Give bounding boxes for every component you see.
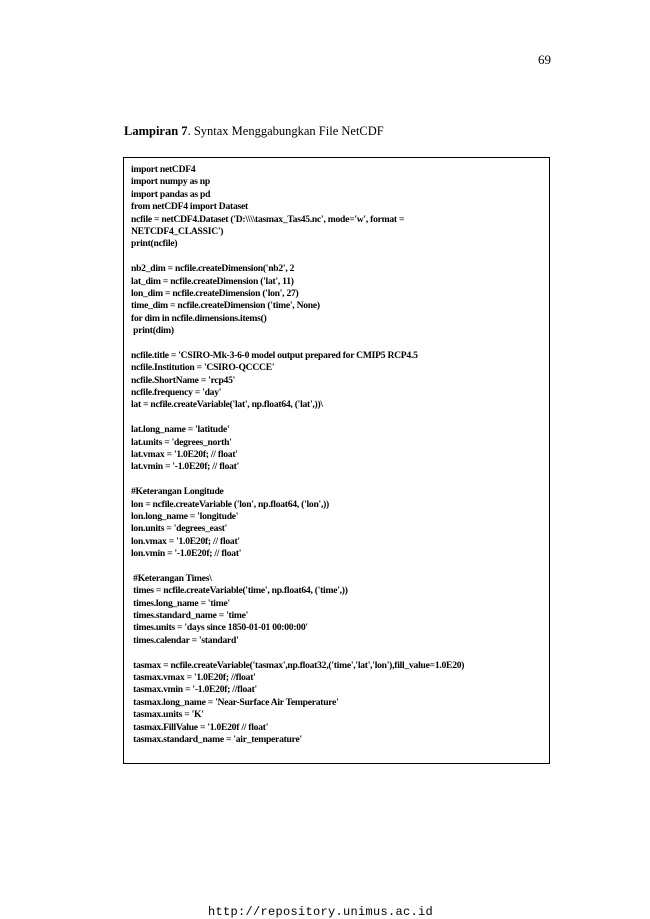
code-line: ncfile.ShortName = 'rcp45'	[131, 374, 236, 386]
code-line: tasmax.FillValue = '1.0E20f // float'	[131, 721, 269, 733]
code-line: for dim in ncfile.dimensions.items()	[131, 312, 267, 324]
code-line: lat = ncfile.createVariable('lat', np.float64, ('lat',))\	[131, 399, 323, 411]
code-line: ncfile = netCDF4.Dataset ('D:\\\\tasmax_Tas45.nc', mode='w', format =	[131, 213, 405, 225]
code-line: time_dim = ncfile.createDimension ('time', None)	[131, 300, 320, 312]
code-line: times.units = 'days since 1850-01-01 00:00:00'	[131, 622, 308, 634]
repository-url: http://repository.unimus.ac.id	[208, 905, 434, 919]
appendix-caption	[124, 124, 384, 139]
code-line: import pandas as pd	[131, 188, 211, 200]
code-blank-line	[131, 251, 545, 263]
code-blank-line	[131, 474, 545, 486]
code-line: tasmax.vmin = '-1.0E20f; //float'	[131, 684, 257, 696]
code-line: lon = ncfile.createVariable ('lon', np.float64, ('lon',))	[131, 498, 330, 510]
code-line: tasmax = ncfile.createVariable('tasmax',np.float32,('time','lat','lon'),fill_value=1.0E20)	[131, 659, 465, 671]
caption-separator: .	[187, 124, 194, 138]
code-line: NETCDF4_CLASSIC')	[131, 225, 224, 237]
code-line: lat.vmax = '1.0E20f; // float'	[131, 448, 238, 460]
code-line: tasmax.standard_name = 'air_temperature'	[131, 733, 302, 745]
code-line: #Keterangan Times\	[131, 572, 212, 584]
code-line: lon.units = 'degrees_east'	[131, 523, 228, 535]
code-listing-box	[123, 157, 550, 764]
code-line: lat.vmin = '-1.0E20f; // float'	[131, 461, 240, 473]
code-line: tasmax.vmax = '1.0E20f; //float'	[131, 672, 256, 684]
code-line: lon_dim = ncfile.createDimension ('lon', 27)	[131, 287, 299, 299]
code-blank-line	[131, 561, 545, 573]
code-line: lat.units = 'degrees_north'	[131, 436, 232, 448]
appendix-label: Lampiran 7	[124, 124, 188, 138]
code-line: lat.long_name = 'latitude'	[131, 424, 230, 436]
code-line: times = ncfile.createVariable('time', np.float64, ('time',))	[131, 585, 348, 597]
page-number: 69	[538, 52, 551, 67]
code-line: times.long_name = 'time'	[131, 597, 230, 609]
code-line: import numpy as np	[131, 176, 210, 188]
code-line: times.standard_name = 'time'	[131, 610, 249, 622]
appendix-title: Syntax Menggabungkan File NetCDF	[193, 124, 384, 138]
code-line: lon.vmax = '1.0E20f; // float'	[131, 535, 240, 547]
code-line: ncfile.frequency = 'day'	[131, 387, 222, 399]
code-line: from netCDF4 import Dataset	[131, 201, 248, 213]
code-line: lat_dim = ncfile.createDimension ('lat', 11)	[131, 275, 294, 287]
code-line: print(dim)	[131, 325, 174, 337]
code-line: tasmax.units = 'K'	[131, 709, 204, 721]
code-line: lon.vmin = '-1.0E20f; // float'	[131, 548, 242, 560]
code-blank-line	[131, 647, 545, 659]
code-blank-line	[131, 412, 545, 424]
code-line: tasmax.long_name = 'Near-Surface Air Temperature'	[131, 696, 339, 708]
code-line: lon.long_name = 'longitude'	[131, 510, 239, 522]
code-line: import netCDF4	[131, 164, 196, 175]
code-line: print(ncfile)	[131, 238, 178, 250]
code-line: ncfile.title = 'CSIRO-Mk-3-6-0 model output prepared for CMIP5 RCP4.5	[131, 349, 418, 361]
code-blank-line	[131, 337, 545, 349]
code-line: nb2_dim = ncfile.createDimension('nb2', 2	[131, 263, 295, 275]
code-line: ncfile.Institution = 'CSIRO-QCCCE'	[131, 362, 275, 374]
code-line: #Keterangan Longitude	[131, 486, 224, 498]
code-line: times.calendar = 'standard'	[131, 634, 239, 646]
